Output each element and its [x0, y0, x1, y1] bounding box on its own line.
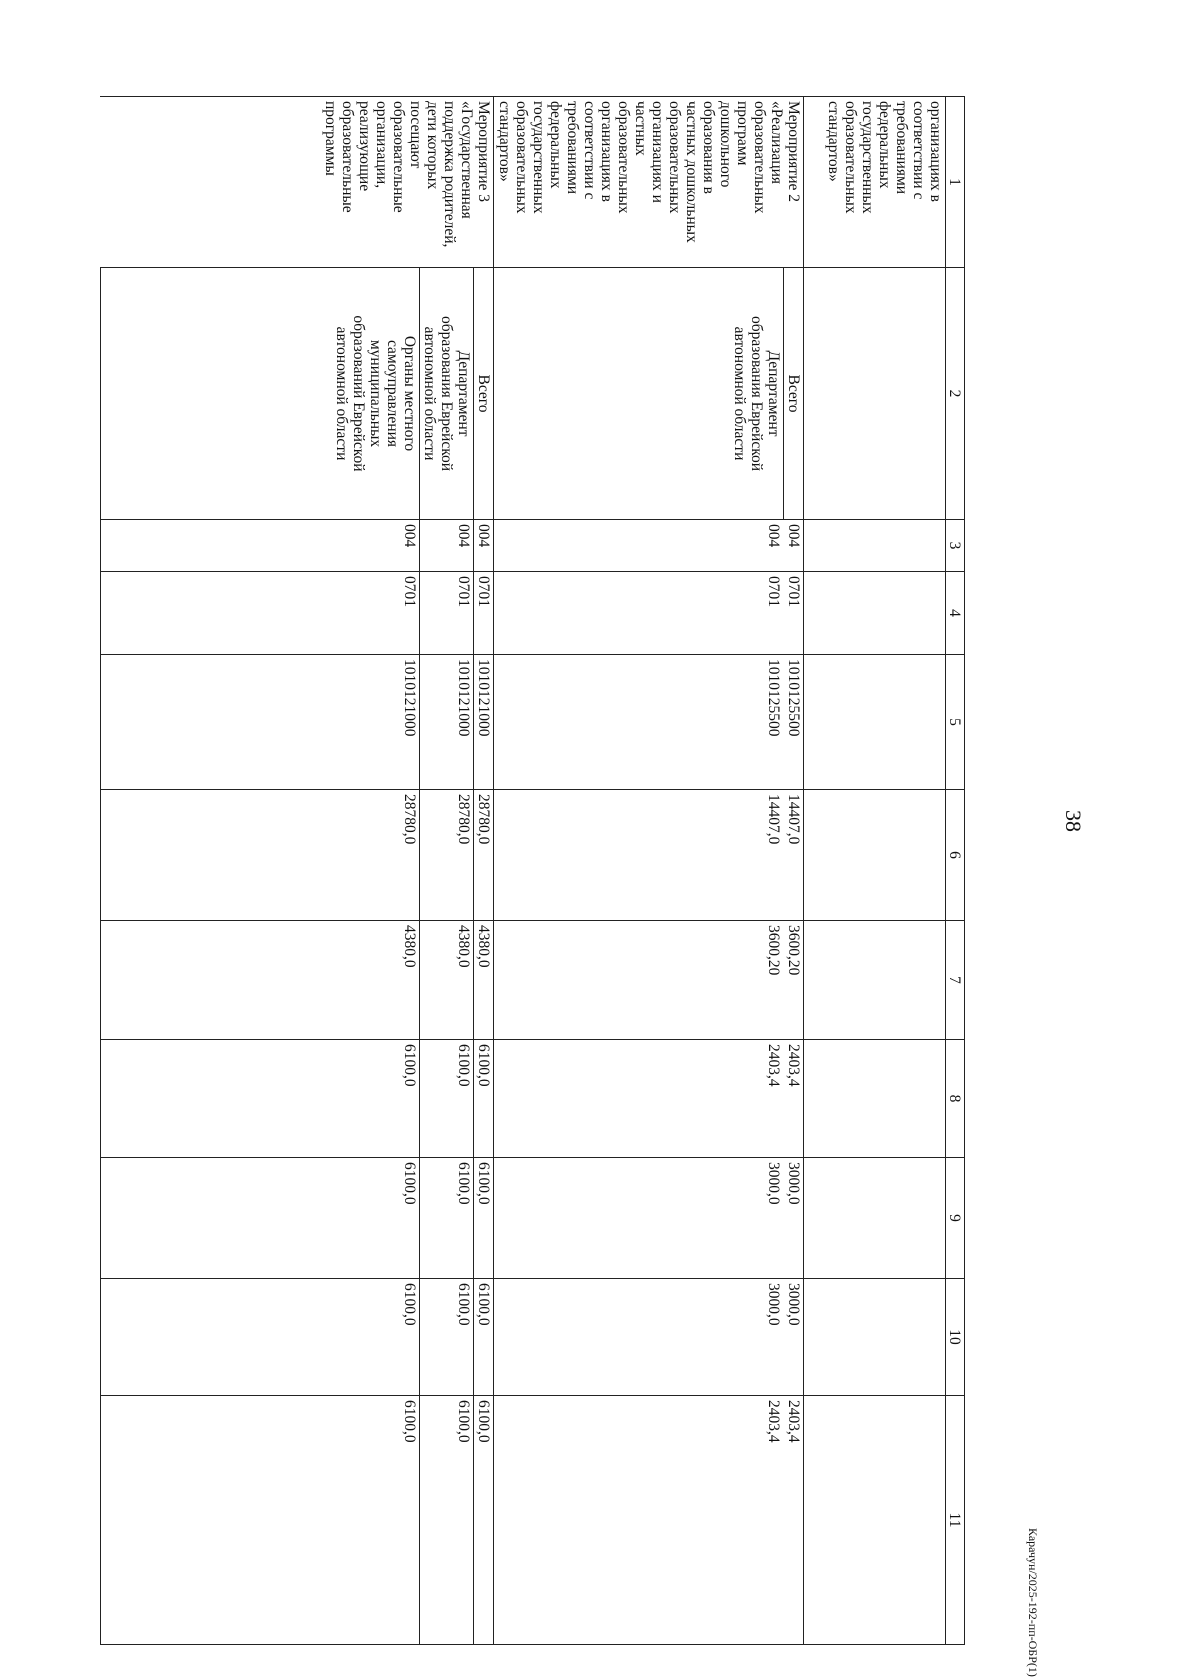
cell-c6: 28780,0: [420, 790, 474, 921]
table-row-m3-dept: [420, 97, 474, 1645]
org-total-label: Всего: [474, 268, 494, 520]
cell-c4: 0701: [420, 572, 474, 655]
cell-c6: 14407,0: [784, 790, 804, 921]
cell-c10: 6100,0: [101, 1279, 420, 1396]
cell-c4: 0701: [494, 572, 784, 655]
table-row-continuation: [804, 97, 946, 1645]
empty-cell: [804, 655, 946, 790]
cell-c11: 6100,0: [474, 1396, 494, 1645]
empty-cell: [804, 1279, 946, 1396]
cell-c5: 1010125500: [784, 655, 804, 790]
cell-c9: 3000,0: [494, 1158, 784, 1279]
cell-c10: 6100,0: [420, 1279, 474, 1396]
header-cell-3: 3: [946, 520, 965, 572]
empty-cell: [804, 1158, 946, 1279]
cell-c4: 0701: [101, 572, 420, 655]
cell-c5: 1010121000: [420, 655, 474, 790]
cell-c3: 004: [101, 520, 420, 572]
cell-c5: 1010121000: [474, 655, 494, 790]
org-department: Департамент образования Еврейской автономной области: [494, 268, 784, 520]
cell-c7: 4380,0: [101, 921, 420, 1040]
cell-c3: 004: [784, 520, 804, 572]
budget-table-container: [100, 96, 965, 1644]
cell-c10: 3000,0: [494, 1279, 784, 1396]
empty-cell: [804, 790, 946, 921]
activity-name-m2: Мероприятие 2 «Реализация образовательных программ дошкольного образования в частных дошкольных образовательных организациях и частных образовательных организациях в соответствии с требованиями федеральных государственных образовательных стандартов»: [494, 97, 804, 268]
cell-c3: 004: [420, 520, 474, 572]
header-cell-2: 2: [946, 268, 965, 520]
cell-c4: 0701: [784, 572, 804, 655]
empty-cell: [804, 921, 946, 1040]
cell-c8: 6100,0: [474, 1040, 494, 1158]
empty-cell: [804, 1396, 946, 1645]
cell-c8: 6100,0: [101, 1040, 420, 1158]
activity-name-continuation: организациях в соответствии с требованиями федеральных государственных образовательных стандартов»: [804, 97, 946, 268]
cell-c9: 3000,0: [784, 1158, 804, 1279]
cell-c8: 2403,4: [494, 1040, 784, 1158]
cell-c9: 6100,0: [474, 1158, 494, 1279]
cell-c5: 1010125500: [494, 655, 784, 790]
cell-c8: 6100,0: [420, 1040, 474, 1158]
activity-name-m3: Мероприятие 3 «Государственная поддержка родителей, дети которых посещают образовательные организации, реализующие образовательные программы: [101, 97, 494, 268]
cell-c5: 1010121000: [101, 655, 420, 790]
table-row-m3-total: [474, 97, 494, 1645]
cell-c9: 6100,0: [101, 1158, 420, 1279]
empty-cell: [804, 572, 946, 655]
header-cell-7: 7: [946, 921, 965, 1040]
org-department: Департамент образования Еврейской автономной области: [420, 268, 474, 520]
footer-document-code: Карачун/2025-192-пп-ОБР(1): [1026, 1528, 1040, 1677]
table-row-m3-local: [101, 97, 420, 1645]
header-cell-5: 5: [946, 655, 965, 790]
cell-c8: 2403,4: [784, 1040, 804, 1158]
header-row: [946, 97, 965, 1645]
cell-c10: 6100,0: [474, 1279, 494, 1396]
cell-c4: 0701: [474, 572, 494, 655]
header-cell-8: 8: [946, 1040, 965, 1158]
cell-c7: 3600,20: [494, 921, 784, 1040]
header-cell-6: 6: [946, 790, 965, 921]
cell-c11: 6100,0: [420, 1396, 474, 1645]
table-row-m2-dept: [494, 97, 784, 1645]
cell-c7: 4380,0: [474, 921, 494, 1040]
cell-c6: 28780,0: [474, 790, 494, 921]
cell-c6: 14407,0: [494, 790, 784, 921]
cell-c11: 2403,4: [494, 1396, 784, 1645]
org-local-government: Органы местного самоуправления муниципальных образований Еврейской автономной области: [101, 268, 420, 520]
org-total-label: Всего: [784, 268, 804, 520]
cell-c10: 3000,0: [784, 1279, 804, 1396]
header-cell-9: 9: [946, 1158, 965, 1279]
header-cell-11: 11: [946, 1396, 965, 1645]
cell-c7: 4380,0: [420, 921, 474, 1040]
page-number: 38: [1061, 810, 1086, 832]
empty-cell: [804, 268, 946, 520]
cell-c11: 2403,4: [784, 1396, 804, 1645]
cell-c11: 6100,0: [101, 1396, 420, 1645]
cell-c7: 3600,20: [784, 921, 804, 1040]
cell-c6: 28780,0: [101, 790, 420, 921]
budget-table-rotated: [100, 96, 965, 1644]
cell-c9: 6100,0: [420, 1158, 474, 1279]
header-cell-1: 1: [946, 97, 965, 268]
table-row-m2-total: [784, 97, 804, 1645]
cell-c3: 004: [494, 520, 784, 572]
empty-cell: [804, 520, 946, 572]
budget-table: [100, 96, 965, 1645]
cell-c3: 004: [474, 520, 494, 572]
header-cell-10: 10: [946, 1279, 965, 1396]
header-cell-4: 4: [946, 572, 965, 655]
empty-cell: [804, 1040, 946, 1158]
